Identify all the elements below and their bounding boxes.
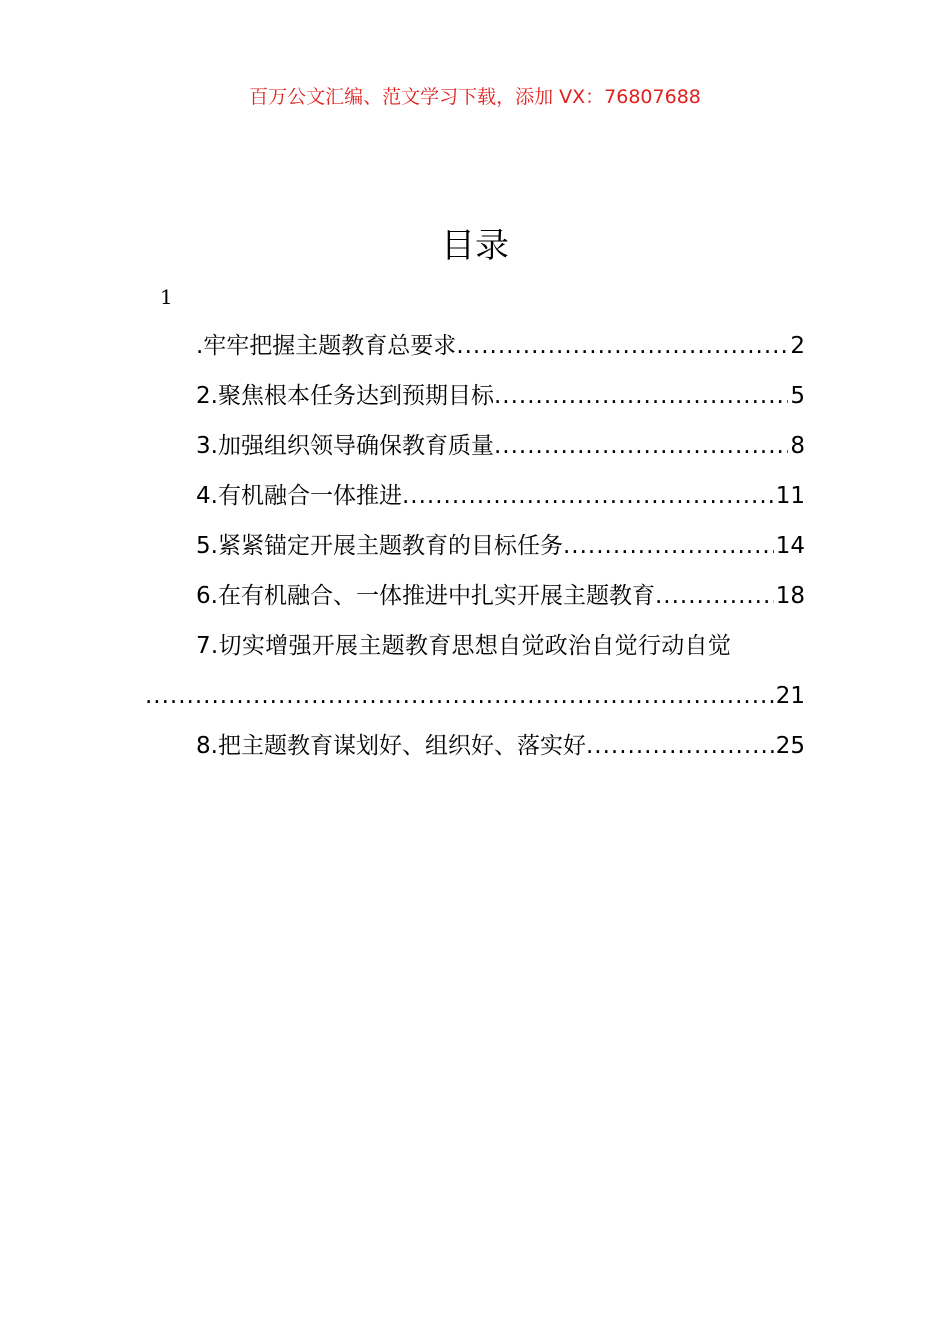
toc-leader-dots xyxy=(145,677,774,715)
toc-entry-3[interactable] xyxy=(145,427,805,477)
toc-entry-title: 6.在有机融合、一体推进中扎实开展主题教育 xyxy=(196,583,655,609)
toc-entry-page: 11 xyxy=(775,483,805,509)
page-number: 1 xyxy=(160,285,173,309)
toc-entry-page: 8 xyxy=(790,433,805,459)
toc-leader-dots xyxy=(563,527,774,565)
toc-entry-page: 18 xyxy=(775,583,805,609)
toc-entry-2[interactable] xyxy=(145,377,805,427)
toc-entry-5[interactable] xyxy=(145,527,805,577)
toc-entry-4[interactable] xyxy=(145,477,805,527)
toc-entry-title: 5.紧紧锚定开展主题教育的目标任务 xyxy=(196,533,563,559)
toc-leader-dots xyxy=(494,427,788,465)
toc-entry-page: 25 xyxy=(775,733,805,759)
toc-entry-title: .牢牢把握主题教育总要求 xyxy=(196,333,457,359)
toc-entry-title: 8.把主题教育谋划好、组织好、落实好 xyxy=(196,733,586,759)
toc-leader-dots xyxy=(402,477,774,515)
table-of-contents xyxy=(145,327,805,777)
toc-entry-6[interactable] xyxy=(145,577,805,627)
toc-leader-dots xyxy=(456,327,788,365)
toc-leader-dots xyxy=(494,377,788,415)
toc-leader-dots xyxy=(655,577,774,615)
toc-entry-7[interactable] xyxy=(145,627,805,727)
toc-leader-dots xyxy=(586,727,774,765)
toc-entry-title: 3.加强组织领导确保教育质量 xyxy=(196,433,494,459)
page-title: 目录 xyxy=(441,226,509,266)
header-notice: 百万公文汇编、范文学习下载，添加 VX：76807688 xyxy=(249,86,701,108)
toc-entry-page: 2 xyxy=(790,333,805,359)
toc-entry-1[interactable] xyxy=(145,327,805,377)
toc-entry-title: 4.有机融合一体推进 xyxy=(196,483,402,509)
toc-entry-8[interactable] xyxy=(145,727,805,777)
toc-entry-page: 21 xyxy=(775,683,805,709)
toc-entry-page: 14 xyxy=(775,533,805,559)
toc-entry-title: 2.聚焦根本任务达到预期目标 xyxy=(196,383,494,409)
toc-entry-title: 7.切实增强开展主题教育思想自觉政治自觉行动自觉 xyxy=(196,633,732,659)
toc-entry-page: 5 xyxy=(790,383,805,409)
toc-entry-continuation xyxy=(145,677,805,727)
